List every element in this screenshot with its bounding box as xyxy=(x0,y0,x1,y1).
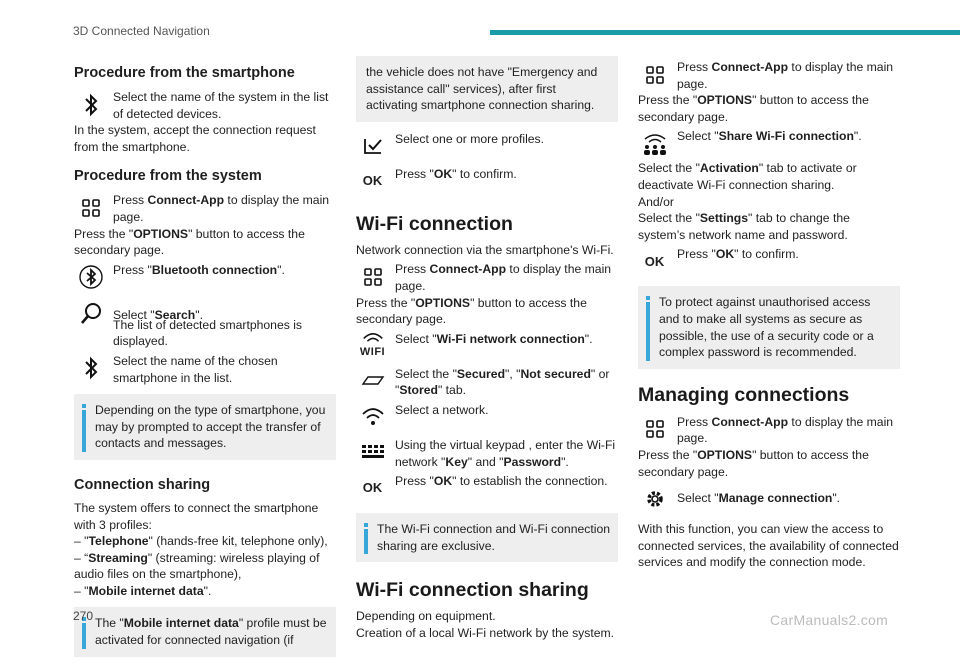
heading-managing-connections: Managing connections xyxy=(638,383,850,406)
info-note: To protect against unauthorised access and to make all systems as secure as possible, the use of a security code or a complex password is recommended. xyxy=(638,286,900,368)
step-connect-app: Press Connect-App to display the main page. xyxy=(638,58,900,92)
watermark: CarManuals2.com xyxy=(770,612,889,628)
step-ok-confirm: OK Press "OK" to confirm. xyxy=(356,165,618,198)
grid-apps-icon xyxy=(74,191,107,224)
bluetooth-circle-icon xyxy=(74,261,107,294)
share-wifi-icon xyxy=(638,127,671,160)
step-share-wifi: Select "Share Wi-Fi connection". xyxy=(638,127,900,160)
grid-apps-icon xyxy=(356,260,389,293)
ok-icon: OK xyxy=(638,245,671,278)
step-select-profiles: Select one or more profiles. xyxy=(356,130,618,163)
step-connect-app: Press Connect-App to display the main page. xyxy=(638,413,900,447)
heading-connection-sharing: Connection sharing xyxy=(74,476,211,493)
ok-icon: OK xyxy=(356,472,389,505)
grid-apps-icon xyxy=(638,413,671,446)
step-ok-confirm: OK Press "OK" to confirm. xyxy=(638,245,900,278)
column-2: the vehicle does not have "Emergency and assistance call" services), after first activating smartphone connection sharing. Select one or more profiles. OK Press "OK" to confirm. Wi-Fi connection Network connection via the smartphone's Wi-Fi. Press Connect-App to display the main page. Press the "OPTIONS" button to access the secondary page. WIFI Select "Wi-Fi network connection". Select the "Secured", "Not secured" or "Stored" tab. Select a network. Using the virtual keypad , enter the Wi-Fi network "Key" and "Password". OK Press "OK" to establish the connection. The Wi-Fi connection and Wi-Fi connection sharing are exclusive. Wi-Fi connection sharing Depending on equipment. Creation of a local Wi-Fi network by the system. xyxy=(356,56,618,642)
step-connect-app: Press Connect-App to display the main page. xyxy=(74,191,336,225)
step-select-tab: Select the "Secured", "Not secured" or "Stored" tab. xyxy=(356,365,618,399)
step-search: Select "Search". xyxy=(74,298,336,331)
grid-apps-icon xyxy=(638,58,671,91)
info-note: The "Mobile internet data" profile must be activated for connected navigation (if xyxy=(74,607,336,656)
running-header: 3D Connected Navigation xyxy=(73,24,210,38)
page-number: 270 xyxy=(73,609,94,623)
heading-procedure-smartphone: Procedure from the smartphone xyxy=(74,65,295,81)
step-manage-connection: Select "Manage connection". xyxy=(638,482,900,515)
checkbox-icon xyxy=(356,130,389,163)
bluetooth-icon xyxy=(74,352,107,385)
heading-procedure-system: Procedure from the system xyxy=(74,168,262,185)
info-note-continued: the vehicle does not have "Emergency and assistance call" services), after first activating smartphone connection sharing. xyxy=(356,56,618,122)
wifi-icon xyxy=(356,401,389,434)
header-accent-bar xyxy=(490,30,960,35)
step-ok-establish: OK Press "OK" to establish the connection. xyxy=(356,472,618,505)
step-select-network: Select a network. xyxy=(356,401,618,434)
info-note: The Wi-Fi connection and Wi-Fi connection sharing are exclusive. xyxy=(356,513,618,562)
search-icon xyxy=(74,298,107,331)
bluetooth-icon xyxy=(74,88,107,121)
info-note: Depending on the type of smartphone, you may by prompted to accept the transfer of contacts and messages. xyxy=(74,394,336,460)
wifi-text-icon: WIFI xyxy=(356,330,389,363)
ok-icon: OK xyxy=(356,165,389,198)
step-enter-key: Using the virtual keypad , enter the Wi-Fi network "Key" and "Password". xyxy=(356,436,618,470)
heading-wifi-connection: Wi-Fi connection xyxy=(356,212,513,235)
step-select-system: Select the name of the system in the list of detected devices. xyxy=(74,88,336,122)
step-bluetooth-connection: Press "Bluetooth connection". xyxy=(74,261,336,294)
step-connect-app: Press Connect-App to display the main page. xyxy=(356,260,618,294)
column-3: Press Connect-App to display the main page. Press the "OPTIONS" button to access the secondary page. Select "Share Wi-Fi connection". Select the "Activation" tab to activate or deactivate Wi-Fi connection sharing. And/or Select the "Settings" tab to change the system’s network name and password. OK Press "OK" to confirm. To protect against unauthorised access and to make all systems as secure as possible, the use of a security code or a complex password is recommended. Managing connections Press Connect-App to display the main page. Press the "OPTIONS" button to access the secondary page. Select "Manage connection". With this function, you can view the access to connected services, the availability of connected services and modify the connection mode. xyxy=(638,60,899,570)
gear-icon xyxy=(638,482,671,515)
keypad-icon xyxy=(356,436,389,469)
heading-wifi-sharing: Wi-Fi connection sharing xyxy=(356,579,589,602)
step-select-smartphone: Select the name of the chosen smartphone in the list. xyxy=(74,352,336,386)
step-wifi-network-connection: WIFI Select "Wi-Fi network connection". xyxy=(356,330,618,363)
column-1: Procedure from the smartphone Select the name of the system in the list of detected devices. In the system, accept the connection request from the smartphone. Procedure from the system Press Connect-App to display the main page. Press the "OPTIONS" button to access the secondary page. Press "Bluetooth connection". Select "Search". The list of detected smartphones is displayed. Select the name of the chosen smartphone in the list. Depending on the type of smartphone, you may by prompted to accept the transfer of contacts and messages. Connection sharing The system offers to connect the smartphone with 3 profiles: – "Telephone" (hands-free kit, telephone only), – “Streaming" (streaming: wireless playing of audio files on the smartphone), – "Mobile internet data". The "Mobile internet data" profile must be activated for connected navigation (if xyxy=(74,56,336,665)
tab-icon xyxy=(356,365,389,398)
